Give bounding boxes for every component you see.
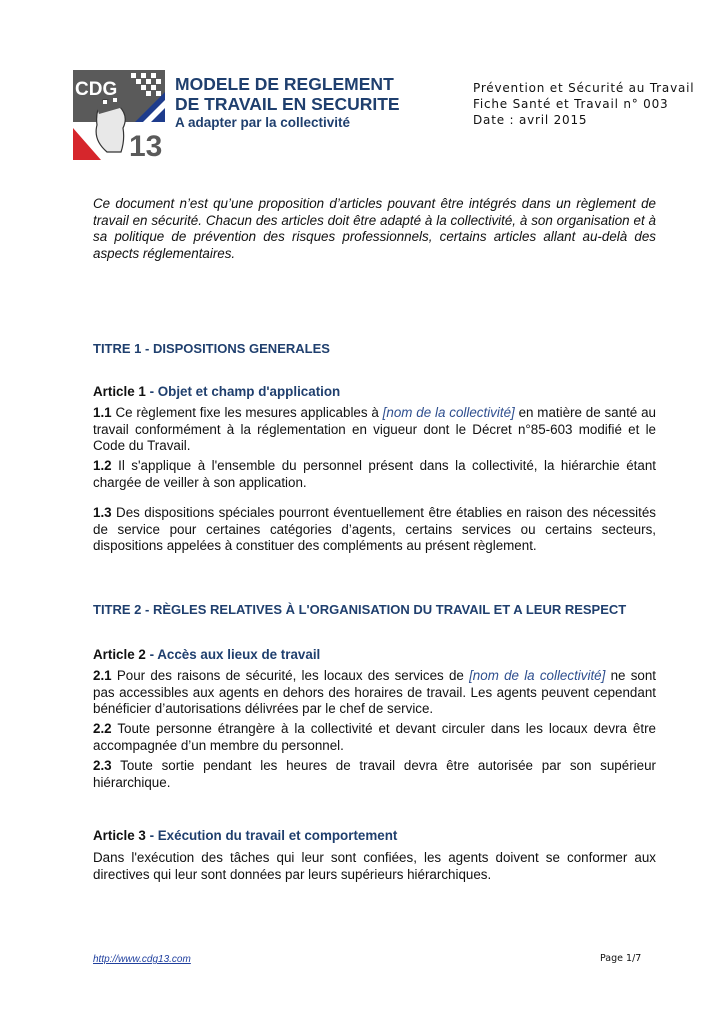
title-line-1: MODELE DE REGLEMENT: [175, 74, 394, 94]
article-3-heading: [93, 828, 397, 843]
paragraph-text: en matière de santé au travail conformément à la réglementation en vigueur dont le Décret n°85-603 modifié et le Code du Travail.: [93, 405, 656, 454]
article-3-paragraph-1: Dans l'exécution des tâches qui leur sont confiées, les agents doivent se conformer aux directives qui leur sont données par leurs supérieurs hiérarchiques.: [93, 850, 656, 882]
article-1-label: Article 1: [93, 384, 146, 399]
logo-number: 13: [129, 130, 163, 160]
paragraph-text: Ce règlement fixe les mesures applicables à: [111, 405, 383, 420]
article-2-paragraph-3: [93, 758, 656, 791]
title-line-2: DE TRAVAIL EN SECURITE: [175, 94, 400, 114]
titre-2-heading: TITRE 2 - RÈGLES RELATIVES À L'ORGANISATION DU TRAVAIL ET A LEUR RESPECT: [93, 602, 627, 617]
header-meta: [473, 80, 718, 128]
article-2-paragraph-1: [93, 668, 656, 718]
titre-1-heading: TITRE 1 - DISPOSITIONS GENERALES: [93, 341, 330, 356]
article-2-heading: [93, 647, 320, 662]
logo-text: CDG: [75, 79, 118, 100]
footer-website-link[interactable]: http://www.cdg13.com: [93, 954, 191, 965]
collectivity-placeholder: [nom de la collectivité]: [469, 668, 606, 683]
paragraph-text: Pour des raisons de sécurité, les locaux des services de: [111, 668, 470, 683]
article-1-subject: - Objet et champ d'application: [145, 384, 341, 399]
document-title: [175, 74, 435, 114]
intro-paragraph: Ce document n’est qu’une proposition d’articles pouvant être intégrés dans un règlement de travail en sécurité. Chacun des articles doit être adapté à la collectivité, à son organisation et à sa politique de prévention des risques professionnels, certains articles allant au-delà des aspects réglementaires.: [93, 196, 656, 261]
cdg13-logo: [73, 70, 165, 160]
header-meta-line-3: Date : avril 2015: [473, 113, 588, 127]
paragraph-number: 1.3: [93, 505, 112, 520]
article-1-paragraph-2: [93, 458, 656, 491]
paragraph-number: 1.2: [93, 458, 112, 473]
article-2-subject: - Accès aux lieux de travail: [145, 647, 321, 662]
article-1-paragraph-3: [93, 505, 656, 555]
paragraph-number: 2.1: [93, 668, 112, 683]
article-3-subject: - Exécution du travail et comportement: [145, 828, 398, 843]
collectivity-placeholder: [nom de la collectivité]: [382, 405, 515, 420]
header-meta-line-2: Fiche Santé et Travail n° 003: [473, 97, 669, 111]
document-subtitle: A adapter par la collectivité: [175, 115, 351, 130]
article-2-paragraph-2: [93, 721, 656, 754]
paragraph-text: Toute sortie pendant les heures de travail devra être autorisée par son supérieur hiérarchique.: [93, 758, 656, 790]
paragraph-number: 2.2: [93, 721, 112, 736]
footer-page-number: Page 1/7: [600, 953, 642, 964]
paragraph-text: Des dispositions spéciales pourront éventuellement être établies en raison des nécessités de service pour certaines catégories d’agents, certains services ou certains secteurs, dispositions appelées à constituer des compléments au présent règlement.: [93, 505, 656, 554]
paragraph-number: 2.3: [93, 758, 112, 773]
article-1-paragraph-1: [93, 405, 656, 455]
article-3-label: Article 3: [93, 828, 146, 843]
header-meta-line-1: Prévention et Sécurité au Travail: [473, 81, 695, 95]
article-1-heading: [93, 384, 340, 399]
paragraph-text: ne sont pas accessibles aux agents en dehors des horaires de travail. Les agents peuvent cependant bénéficier d’autorisations délivrées par le chef de service.: [93, 668, 656, 717]
paragraph-text: Il s'applique à l'ensemble du personnel présent dans la collectivité, la hiérarchie étant chargée de veiller à son application.: [93, 458, 656, 490]
paragraph-text: Toute personne étrangère à la collectivité et devant circuler dans les locaux devra être accompagnée d’un membre du personnel.: [93, 721, 656, 753]
article-2-label: Article 2: [93, 647, 146, 662]
paragraph-number: 1.1: [93, 405, 112, 420]
